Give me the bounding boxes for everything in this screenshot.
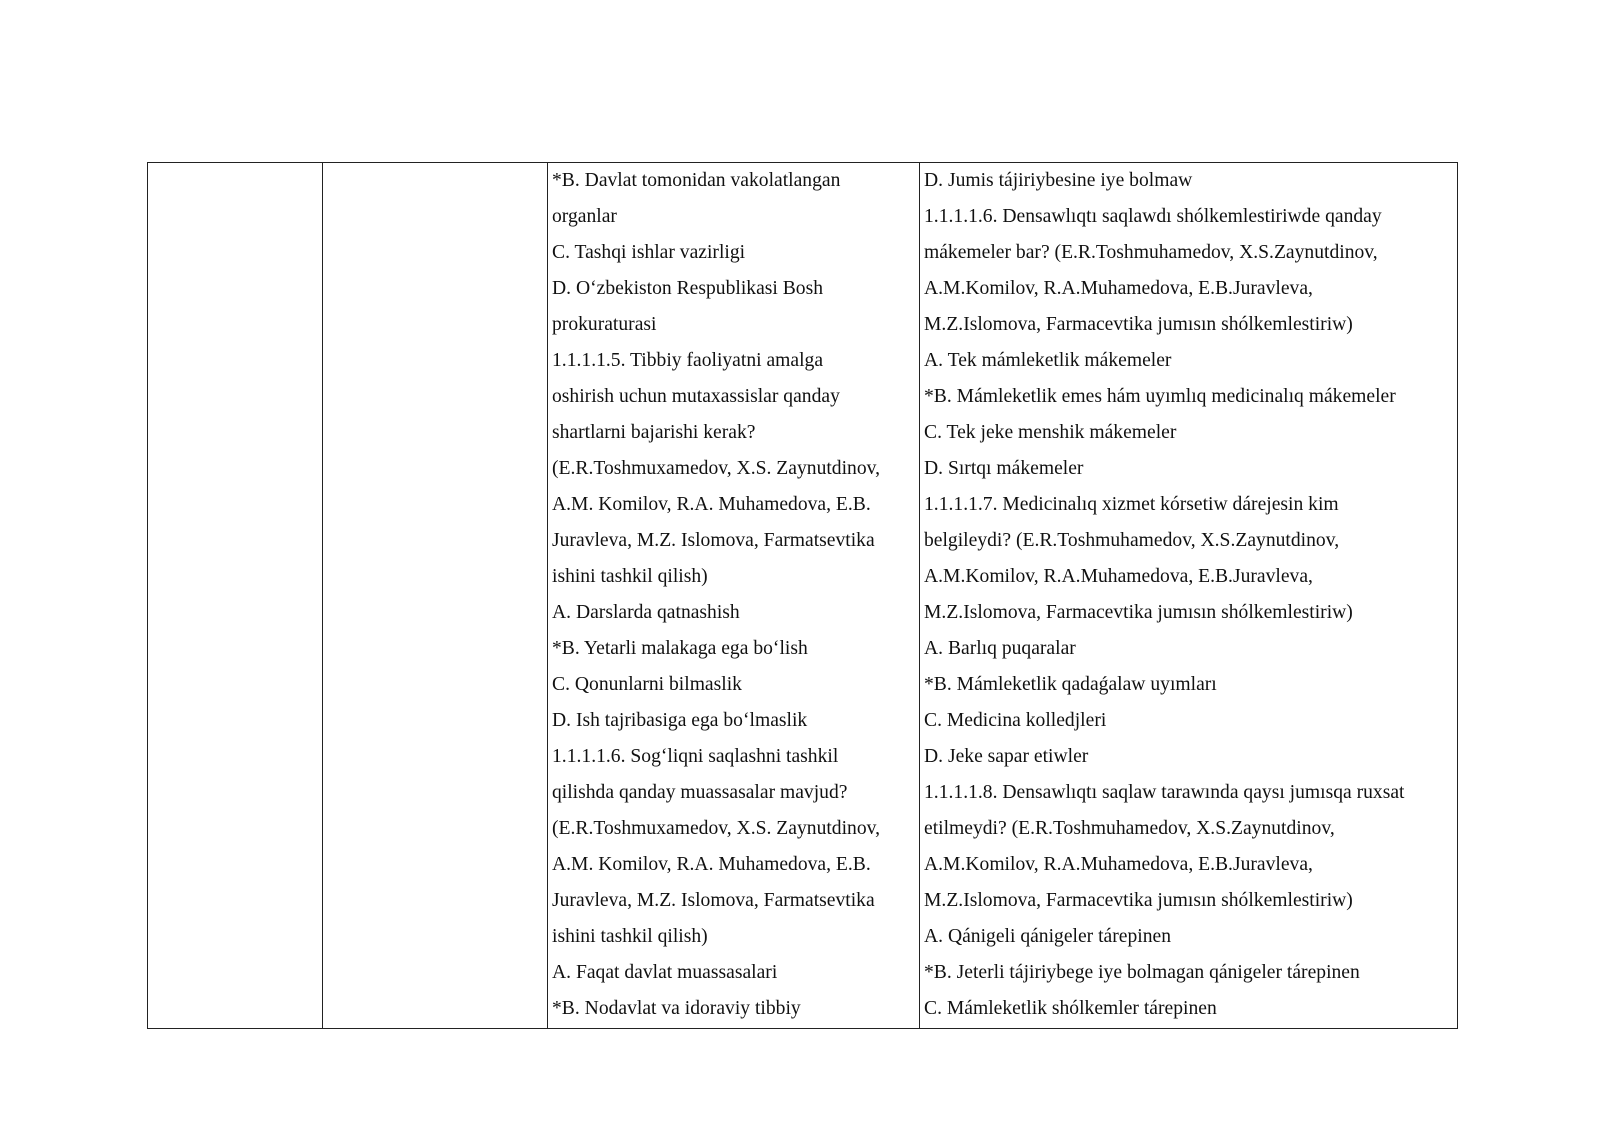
text-line: C. Tek jeke menshik mákemeler (924, 422, 1177, 443)
table-cell-uzbek-questions (548, 163, 920, 1029)
text-line: A. Darslarda qatnashish (552, 602, 740, 623)
text-line: A. Tek mámleketlik mákemeler (924, 350, 1172, 371)
text-line: 1.1.1.1.8. Densawlıqtı saqlaw tarawında qaysı jumısqa ruxsat (924, 782, 1405, 803)
text-line: A.M.Komilov, R.A.Muhamedova, E.B.Juravleva, (924, 566, 1313, 587)
text-line: 1.1.1.1.5. Tibbiy faoliyatni amalga (552, 350, 824, 371)
text-line: belgileydi? (E.R.Toshmuhamedov, X.S.Zaynutdinov, (924, 530, 1340, 551)
text-line: (E.R.Toshmuxamedov, X.S. Zaynutdinov, (552, 818, 881, 839)
text-line: A. Qánigeli qánigeler tárepinen (924, 926, 1171, 947)
text-line: *B. Mámleketlik qadaǵalaw uyımları (924, 674, 1217, 695)
test-questions-table (147, 162, 1458, 1029)
text-line: C. Qonunlarni bilmaslik (552, 674, 742, 695)
text-line: A.M.Komilov, R.A.Muhamedova, E.B.Juravleva, (924, 854, 1313, 875)
text-line: *B. Nodavlat va idoraviy tibbiy (552, 998, 801, 1019)
text-line: oshirish uchun mutaxassislar qanday (552, 386, 840, 407)
text-line: A. Faqat davlat muassasalari (552, 962, 778, 983)
text-line: *B. Jeterli tájiriybege iye bolmagan qánigeler tárepinen (924, 962, 1360, 983)
text-line: C. Tashqi ishlar vazirligi (552, 242, 746, 263)
text-line: *B. Mámleketlik emes hám uyımlıq medicinalıq mákemeler (924, 386, 1396, 407)
text-line: Juravleva, M.Z. Islomova, Farmatsevtika (552, 890, 875, 911)
text-line: organlar (552, 206, 617, 227)
text-line: 1.1.1.1.6. Densawlıqtı saqlawdı shólkemlestiriwde qanday (924, 206, 1382, 227)
text-line: A.M.Komilov, R.A.Muhamedova, E.B.Juravleva, (924, 278, 1313, 299)
text-line: etilmeydi? (E.R.Toshmuhamedov, X.S.Zaynutdinov, (924, 818, 1335, 839)
text-line: A. Barlıq puqaralar (924, 638, 1076, 659)
text-line: D. Jumis tájiriybesine iye bolmaw (924, 170, 1193, 191)
text-line: 1.1.1.1.6. Sog‘liqni saqlashni tashkil (552, 746, 839, 767)
text-line: D. Ish tajribasiga ega bo‘lmaslik (552, 710, 808, 731)
text-line: A.M. Komilov, R.A. Muhamedova, E.B. (552, 854, 871, 875)
text-line: M.Z.Islomova, Farmacevtika jumısın shólkemlestiriw) (924, 314, 1353, 335)
table-cell-karakalpak-questions (920, 163, 1458, 1029)
text-line: Juravleva, M.Z. Islomova, Farmatsevtika (552, 530, 875, 551)
text-line: ishini tashkil qilish) (552, 566, 708, 587)
text-line: 1.1.1.1.7. Medicinalıq xizmet kórsetiw dárejesin kim (924, 494, 1339, 515)
text-line: D. O‘zbekiston Respublikasi Bosh (552, 278, 824, 299)
text-line: C. Mámleketlik shólkemler tárepinen (924, 998, 1217, 1019)
text-line: ishini tashkil qilish) (552, 926, 708, 947)
text-line: M.Z.Islomova, Farmacevtika jumısın shólkemlestiriw) (924, 890, 1353, 911)
text-line: qilishda qanday muassasalar mavjud? (552, 782, 848, 803)
text-line: *B. Davlat tomonidan vakolatlangan (552, 170, 841, 191)
text-line: *B. Yetarli malakaga ega bo‘lish (552, 638, 808, 659)
table-row (148, 163, 1458, 1029)
text-line: shartlarni bajarishi kerak? (552, 422, 756, 443)
text-line: C. Medicina kolledjleri (924, 710, 1107, 731)
table-cell-1 (148, 163, 323, 1029)
table-cell-2 (323, 163, 548, 1029)
text-line: D. Jeke sapar etiwler (924, 746, 1089, 767)
text-line: mákemeler bar? (E.R.Toshmuhamedov, X.S.Zaynutdinov, (924, 242, 1378, 263)
text-line: D. Sırtqı mákemeler (924, 458, 1084, 479)
text-line: M.Z.Islomova, Farmacevtika jumısın shólkemlestiriw) (924, 602, 1353, 623)
uzbek-question-lines (548, 163, 919, 1027)
karakalpak-question-lines (920, 163, 1457, 1027)
text-line: (E.R.Toshmuxamedov, X.S. Zaynutdinov, (552, 458, 881, 479)
text-line: A.M. Komilov, R.A. Muhamedova, E.B. (552, 494, 871, 515)
text-line: prokuraturasi (552, 314, 657, 335)
